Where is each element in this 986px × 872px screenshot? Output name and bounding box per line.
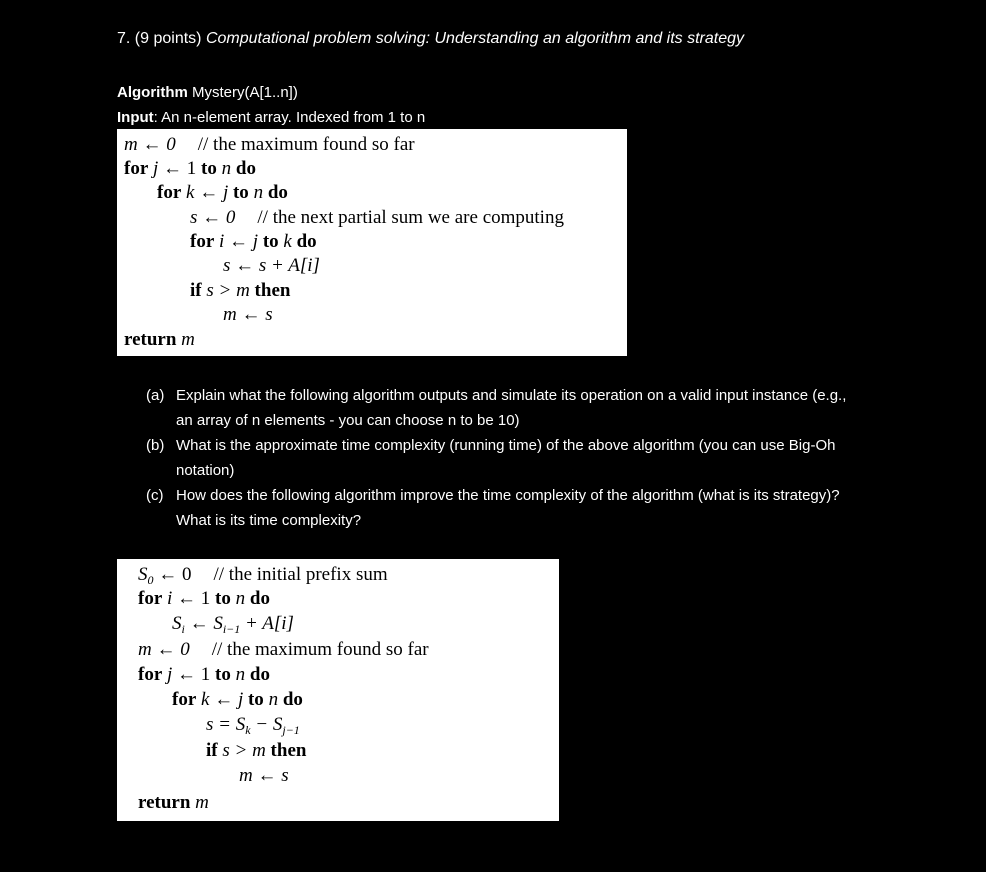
code2-l4-expr: m ← 0 — [138, 639, 190, 660]
code2-l8-expr: s > m — [217, 740, 271, 761]
code1-l3-var: k — [186, 182, 195, 203]
code1-l4-comment: // the next partial sum we are computing — [257, 207, 564, 228]
prefix-sum-pseudocode — [117, 559, 559, 821]
code1-line-6 — [223, 255, 320, 277]
code2-line-2 — [138, 588, 270, 610]
input-description: : An n-element array. Indexed from 1 to n — [153, 109, 426, 126]
code1-line-5 — [190, 231, 317, 253]
code1-l7-if: if — [190, 280, 202, 301]
code2-l2-n: n — [230, 588, 250, 609]
code2-l1-sub: 0 — [147, 573, 154, 587]
code1-line-2 — [124, 158, 256, 180]
code2-line-10 — [138, 792, 209, 814]
code2-l3-sub-im1: i−1 — [222, 622, 241, 636]
code2-line-5 — [138, 664, 270, 686]
mystery-pseudocode — [117, 129, 627, 356]
algorithm-header — [117, 80, 425, 130]
code2-line-4 — [138, 639, 429, 661]
question-c — [146, 483, 866, 533]
question-number: 7. (9 points) — [117, 30, 206, 47]
code2-line-1 — [138, 564, 388, 588]
code2-line-7 — [206, 714, 300, 738]
code1-l6-expr: s ← s + A[i] — [223, 255, 320, 276]
code2-l6-assign: ← — [209, 689, 238, 710]
code2-l5-for: for — [138, 664, 163, 685]
code2-l10-m: m — [190, 792, 209, 813]
code2-l6-to: to — [243, 689, 264, 710]
code1-l9-return: return — [124, 329, 177, 350]
code2-l6-j: j — [237, 689, 244, 710]
code2-l2-for: for — [138, 588, 163, 609]
code1-l3-to: to — [228, 182, 249, 203]
code2-l1-S: S — [138, 564, 148, 585]
code2-l6-for: for — [172, 689, 197, 710]
code2-l9-expr: m ← s — [239, 765, 289, 786]
code2-l3-rest: + A[i] — [240, 613, 294, 634]
input-keyword: Input — [117, 109, 154, 126]
question-c-text: How does the following algorithm improve the time complexity of the algorithm (what is its strategy)? What is its time complexity? — [176, 487, 840, 529]
code2-l6-var: k — [201, 689, 210, 710]
code1-l2-for: for — [124, 158, 149, 179]
code1-l5-for: for — [190, 231, 215, 252]
code2-l5-n: n — [230, 664, 250, 685]
question-b — [146, 433, 866, 483]
code2-l7-lhs: s = S — [206, 714, 246, 735]
question-a-label: (a) — [146, 387, 165, 404]
algorithm-keyword: Algorithm — [117, 84, 188, 101]
question-topic: Computational problem solving: Understanding an algorithm and its strategy — [205, 30, 745, 47]
code2-l4-comment: // the maximum found so far — [211, 639, 429, 660]
code1-l5-var: i — [219, 231, 225, 252]
question-a-text: Explain what the following algorithm outputs and simulate its operation on a valid input instance (e.g., an array of n elements - you can choose n to be 10) — [176, 387, 847, 429]
code2-l3-S: S — [172, 613, 182, 634]
code2-l2-to: to — [215, 588, 231, 609]
code2-l2-assign: ← 1 — [172, 588, 216, 609]
code1-line-3 — [157, 182, 288, 204]
code2-l7-sub-k: k — [245, 723, 251, 737]
code1-l3-j: j — [222, 182, 229, 203]
code2-l5-assign: ← 1 — [172, 664, 216, 685]
code1-l1-comment: // the maximum found so far — [197, 134, 415, 155]
code1-l4-expr: s ← 0 — [190, 207, 236, 228]
code2-l8-if: if — [206, 740, 218, 761]
code1-l5-assign: ← — [224, 231, 253, 252]
code2-l5-to: to — [215, 664, 231, 685]
code1-l3-n: n — [248, 182, 268, 203]
code1-l9-m: m — [176, 329, 195, 350]
code2-l5-do: do — [249, 664, 270, 685]
code1-line-8 — [223, 304, 273, 326]
code1-line-4 — [190, 207, 564, 229]
code2-l8-then: then — [270, 740, 307, 761]
code1-l2-assign: ← 1 — [158, 158, 202, 179]
code2-l7-mid: − S — [250, 714, 283, 735]
code2-l10-return: return — [138, 792, 191, 813]
code2-l5-var: j — [167, 664, 173, 685]
question-list — [146, 383, 866, 533]
question-c-label: (c) — [146, 487, 164, 504]
code2-line-9 — [239, 765, 289, 787]
code2-l2-do: do — [249, 588, 270, 609]
code1-l3-do: do — [267, 182, 288, 203]
code1-line-1 — [124, 134, 415, 156]
question-a — [146, 383, 866, 433]
code1-line-9 — [124, 329, 195, 351]
code1-l1-expr: m ← 0 — [124, 134, 176, 155]
code2-l1-rest: ← 0 — [153, 564, 192, 585]
algorithm-signature — [117, 80, 425, 105]
code2-line-3 — [172, 613, 294, 637]
code1-l3-for: for — [157, 182, 182, 203]
code1-l5-do: do — [291, 231, 317, 252]
code2-l3-sub-i: i — [181, 622, 185, 636]
code1-l7-then: then — [254, 280, 291, 301]
code2-l2-var: i — [167, 588, 173, 609]
code1-l5-j: j — [252, 231, 259, 252]
code1-l8-expr: m ← s — [223, 304, 273, 325]
code1-l2-n: n — [216, 158, 236, 179]
algorithm-input — [117, 105, 425, 130]
code2-l6-n: n — [263, 689, 283, 710]
code1-l2-do: do — [235, 158, 256, 179]
code2-l6-do: do — [282, 689, 303, 710]
code1-line-7 — [190, 280, 290, 302]
code2-l3-mid: ← S — [184, 613, 223, 634]
question-b-label: (b) — [146, 437, 165, 454]
code1-l2-var: j — [153, 158, 159, 179]
question-title — [117, 30, 744, 48]
code1-l2-to: to — [201, 158, 217, 179]
code1-l3-assign: ← — [194, 182, 223, 203]
code1-l7-expr: s > m — [201, 280, 255, 301]
code2-line-8 — [206, 740, 306, 762]
code2-l1-comment: // the initial prefix sum — [213, 564, 388, 585]
code1-l5-k: k — [283, 231, 292, 252]
code1-l5-to: to — [258, 231, 284, 252]
question-b-text: What is the approximate time complexity (running time) of the above algorithm (you can use Big-Oh notation) — [176, 437, 836, 479]
algorithm-name: Mystery(A[1..n]) — [192, 84, 298, 101]
code2-line-6 — [172, 689, 303, 711]
code2-l7-sub-j: j−1 — [282, 723, 300, 737]
